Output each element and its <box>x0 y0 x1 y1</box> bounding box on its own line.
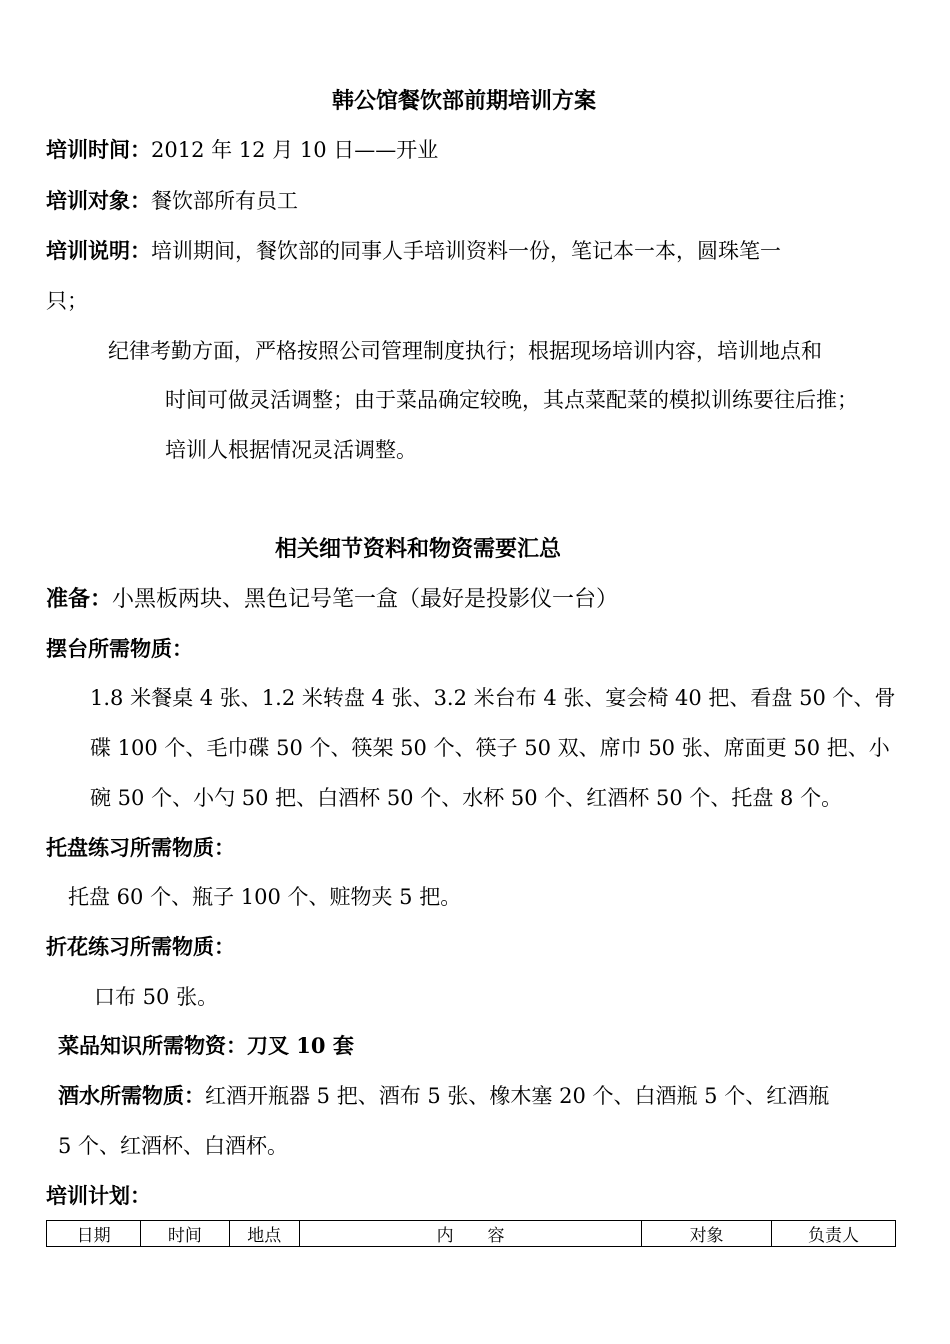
header-owner: 负责人 <box>772 1221 896 1247</box>
tray-practice-label: 托盘练习所需物质： <box>46 835 235 860</box>
beverage-label: 酒水所需物质： <box>58 1083 205 1108</box>
header-date: 日期 <box>47 1221 141 1247</box>
table-header-row <box>47 1221 896 1247</box>
dish-knowledge: 菜品知识所需物资：刀叉 10 套 <box>58 1033 354 1058</box>
training-note-line1: 培训期间，餐饮部的同事人手培训资料一份，笔记本一本，圆珠笔一 <box>151 239 781 263</box>
prepare <box>46 584 618 615</box>
training-plan-table <box>46 1220 896 1247</box>
beverage-line2: 5 个、红酒杯、白酒杯。 <box>58 1134 289 1158</box>
napkin-practice-value: 口布 50 张。 <box>94 985 219 1009</box>
page-title: 韩公馆餐饮部前期培训方案 <box>332 88 597 114</box>
training-note-label: 培训说明： <box>46 238 151 263</box>
training-note <box>46 236 781 266</box>
training-note-line3: 纪律考勤方面，严格按照公司管理制度执行；根据现场培训内容，培训地点和 <box>108 339 822 363</box>
training-note-line4: 时间可做灵活调整；由于菜品确定较晚，其点菜配菜的模拟训练要往后推； <box>165 388 858 412</box>
training-target-label: 培训对象： <box>46 188 151 213</box>
prepare-label: 准备： <box>46 586 113 612</box>
header-location: 地点 <box>229 1221 299 1247</box>
napkin-practice-label: 折花练习所需物质： <box>46 934 235 959</box>
training-target-value: 餐饮部所有员工 <box>151 189 298 213</box>
table-setting-line3: 碗 50 个、小勺 50 把、白酒杯 50 个、水杯 50 个、红酒杯 50 个、托盘 8 个。 <box>90 786 843 810</box>
tray-practice-value: 托盘 60 个、瓶子 100 个、赃物夹 5 把。 <box>68 885 462 909</box>
table-setting-line2: 碟 100 个、毛巾碟 50 个、筷架 50 个、筷子 50 双、席巾 50 张、席面更 50 把、小 <box>90 736 890 760</box>
prepare-value: 小黑板两块、黑色记号笔一盒（最好是投影仪一台） <box>112 587 619 612</box>
training-note-line5: 培训人根据情况灵活调整。 <box>165 438 417 462</box>
header-target: 对象 <box>642 1221 772 1247</box>
training-time-label: 培训时间： <box>46 137 151 162</box>
plan-label: 培训计划： <box>46 1183 151 1208</box>
training-target <box>46 186 298 216</box>
training-time-value: 2012 年 12 月 10 日——开业 <box>151 138 439 162</box>
table-setting-label: 摆台所需物质： <box>46 636 193 661</box>
beverage <box>58 1081 829 1111</box>
beverage-line1: 红酒开瓶器 5 把、酒布 5 张、橡木塞 20 个、白酒瓶 5 个、红酒瓶 <box>205 1084 830 1108</box>
training-note-line2: 只； <box>46 289 88 313</box>
section-title: 相关细节资料和物资需要汇总 <box>275 536 562 562</box>
header-time: 时间 <box>141 1221 229 1247</box>
header-content: 内 容 <box>300 1221 642 1247</box>
training-time <box>46 135 438 165</box>
table-setting-line1: 1.8 米餐桌 4 张、1.2 米转盘 4 张、3.2 米台布 4 张、宴会椅 40 把、看盘 50 个、骨 <box>90 686 896 710</box>
